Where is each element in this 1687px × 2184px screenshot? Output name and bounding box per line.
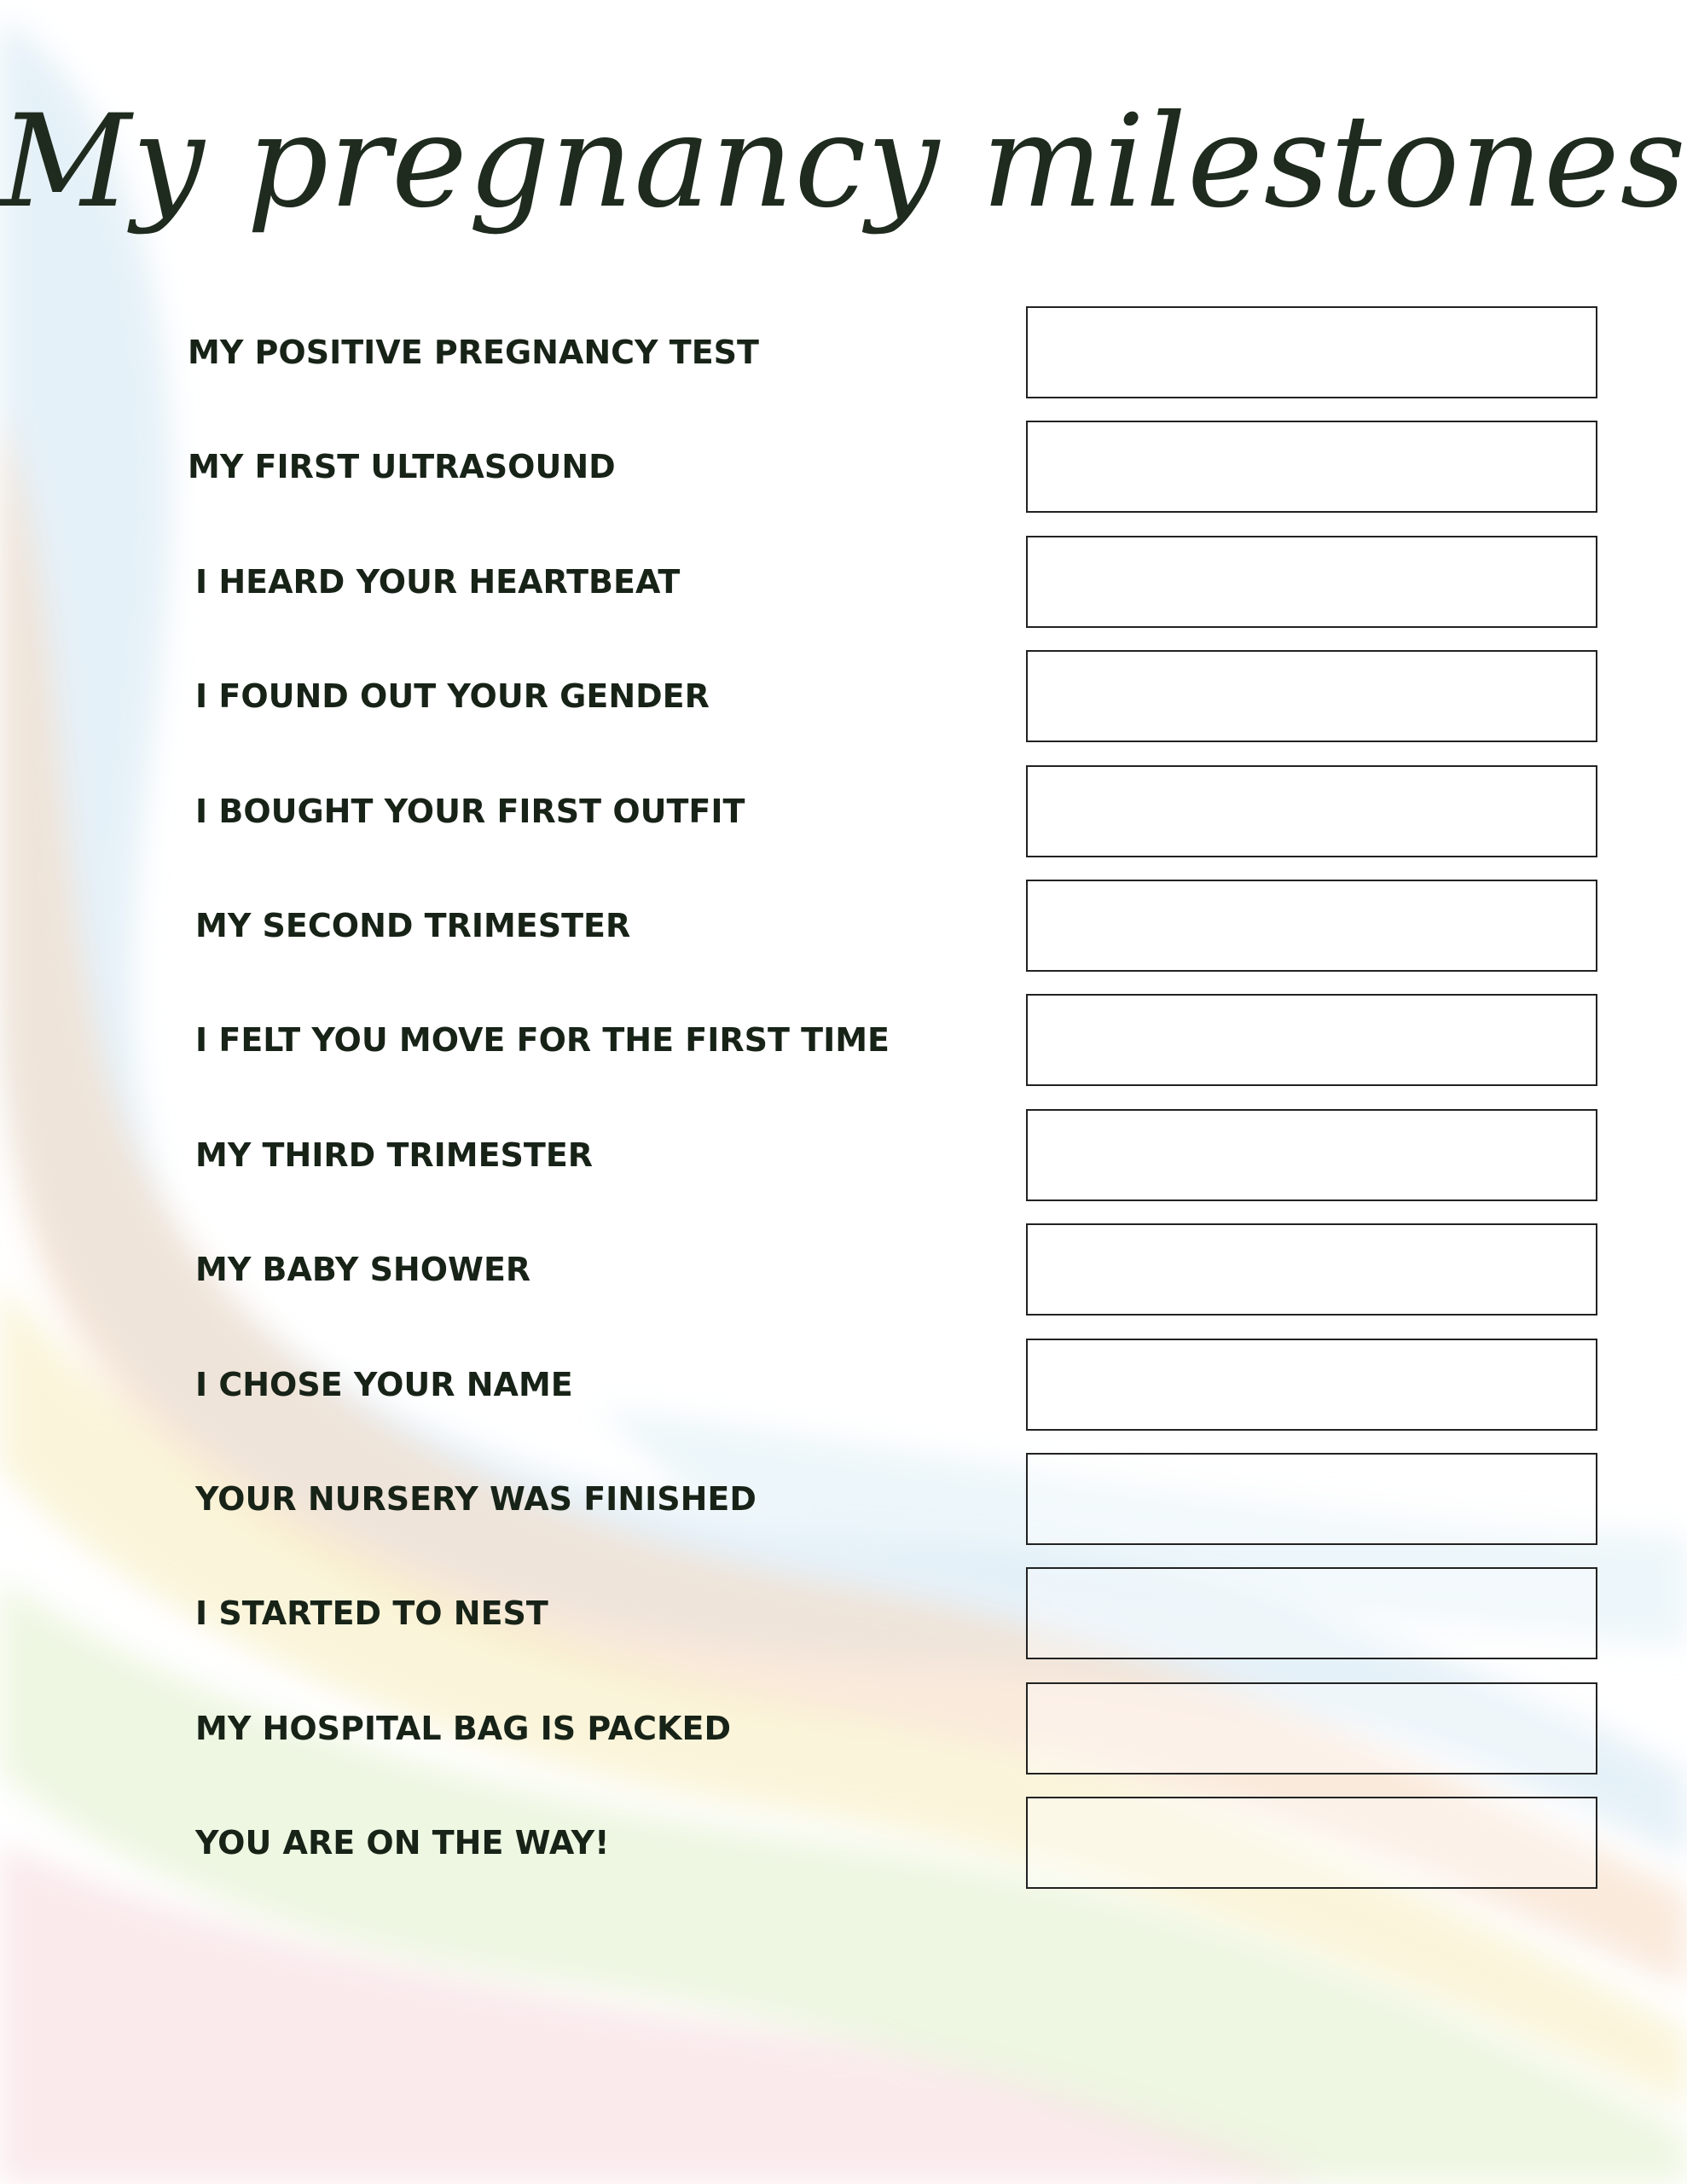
milestone-row [0,1567,1687,1659]
milestone-row [0,306,1687,398]
milestone-label: MY FIRST ULTRASOUND [188,448,616,485]
milestone-row [0,1682,1687,1774]
milestone-label: YOUR NURSERY WAS FINISHED [195,1480,757,1518]
milestone-row [0,1453,1687,1545]
milestone-label: MY THIRD TRIMESTER [195,1136,594,1174]
milestone-date-box[interactable] [1026,1339,1597,1431]
milestone-date-box[interactable] [1026,421,1597,513]
milestone-label: MY SECOND TRIMESTER [195,907,631,944]
milestone-date-box[interactable] [1026,880,1597,972]
milestone-date-box[interactable] [1026,1797,1597,1889]
milestone-row [0,650,1687,742]
milestone-row [0,765,1687,857]
milestone-label: I FOUND OUT YOUR GENDER [195,677,710,715]
milestone-date-box[interactable] [1026,1109,1597,1201]
milestone-label: I BOUGHT YOUR FIRST OUTFIT [195,793,745,830]
milestone-date-box[interactable] [1026,1682,1597,1774]
milestone-label: I FELT YOU MOVE FOR THE FIRST TIME [195,1021,890,1059]
milestone-date-box[interactable] [1026,1223,1597,1316]
milestone-label: MY HOSPITAL BAG IS PACKED [195,1710,731,1747]
milestone-label: MY BABY SHOWER [195,1251,531,1288]
milestone-label: I CHOSE YOUR NAME [195,1366,573,1403]
milestone-label: MY POSITIVE PREGNANCY TEST [188,334,759,371]
milestone-row [0,1223,1687,1316]
milestone-row [0,994,1687,1086]
milestone-date-box[interactable] [1026,994,1597,1086]
milestone-date-box[interactable] [1026,306,1597,398]
milestone-row [0,536,1687,628]
milestone-row [0,1109,1687,1201]
milestone-label: I HEARD YOUR HEARTBEAT [195,563,681,601]
milestone-label: I STARTED TO NEST [195,1594,548,1632]
milestone-row [0,421,1687,513]
milestone-row [0,1339,1687,1431]
milestone-label: YOU ARE ON THE WAY! [195,1824,610,1862]
milestone-date-box[interactable] [1026,765,1597,857]
milestone-row [0,1797,1687,1889]
milestone-date-box[interactable] [1026,536,1597,628]
milestone-date-box[interactable] [1026,650,1597,742]
milestone-row [0,880,1687,972]
page-title: My pregnancy milestones [0,88,1687,236]
milestone-date-box[interactable] [1026,1453,1597,1545]
milestone-date-box[interactable] [1026,1567,1597,1659]
